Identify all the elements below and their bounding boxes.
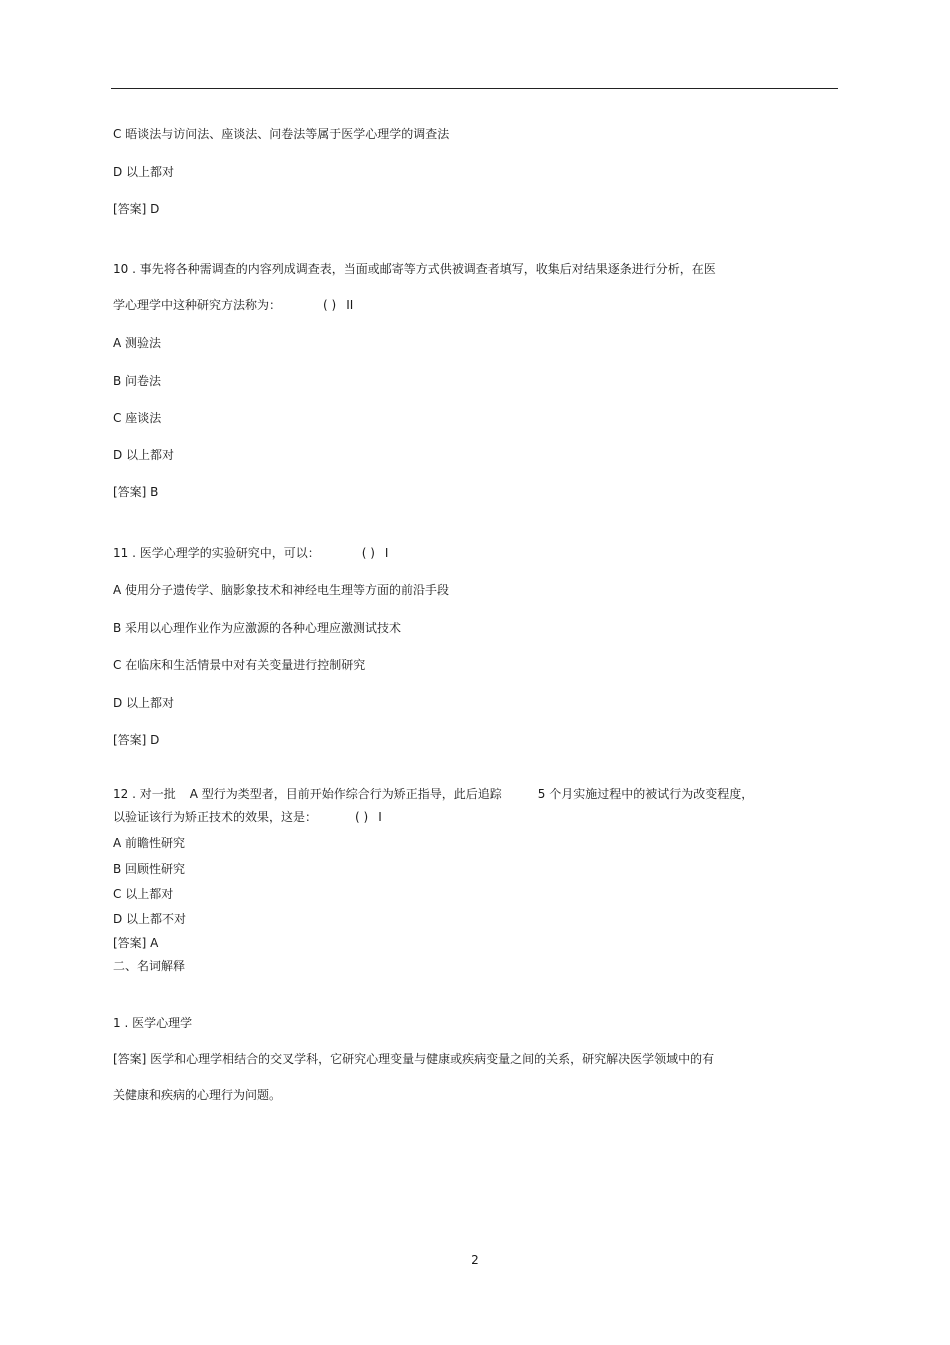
term1-answer-line1: [答案] 医学和心理学相结合的交叉学科，它研究心理变量与健康或疾病变量之间的关系，研究解决医学领域中的有 bbox=[113, 1052, 715, 1066]
q11-mark: I bbox=[384, 546, 389, 560]
page-number: 2 bbox=[471, 1253, 479, 1267]
q11-option-a: A 使用分子遗传学、脑影象技术和神经电生理等方面的前沿手段 bbox=[113, 583, 450, 597]
q11-stem-text: 11 . 医学心理学的实验研究中，可以： bbox=[113, 546, 320, 560]
q11-option-c: C 在临床和生活情景中对有关变量进行控制研究 bbox=[113, 658, 366, 672]
section2-heading: 二、名词解释 bbox=[113, 959, 186, 973]
q12-stem-text: 以验证该行为矫正技术的效果，这是： bbox=[113, 810, 318, 824]
q11-answer: [答案] D bbox=[113, 733, 160, 747]
q10-mark: II bbox=[346, 298, 354, 312]
q12-stem-line1 bbox=[113, 786, 753, 802]
q12-mark: I bbox=[378, 810, 382, 824]
q10-option-b: B 问卷法 bbox=[113, 374, 162, 388]
header-rule bbox=[111, 88, 838, 89]
term1-title: 1 . 医学心理学 bbox=[113, 1016, 193, 1030]
q10-option-c: C 座谈法 bbox=[113, 411, 162, 425]
q10-stem-text: 学心理学中这种研究方法称为： bbox=[113, 298, 282, 312]
q10-stem-line1: 10 . 事先将各种需调查的内容列成调查表，当面或邮寄等方式供被调查者填写，收集后对结果逐条进行分析，在医 bbox=[113, 262, 716, 276]
q9-option-c: C 晤谈法与访问法、座谈法、问卷法等属于医学心理学的调查法 bbox=[113, 127, 450, 141]
q12-stem-part1: 12 . 对一批 bbox=[113, 787, 176, 801]
q11-bracket: ( ) bbox=[361, 546, 375, 560]
q12-stem-part3: 5 个月实施过程中的被试行为改变程度， bbox=[537, 787, 754, 801]
q12-stem-line2 bbox=[113, 809, 382, 825]
q10-answer: [答案] B bbox=[113, 485, 159, 499]
q9-answer: [答案] D bbox=[113, 202, 160, 216]
q11-option-d: D 以上都对 bbox=[113, 696, 175, 710]
q12-option-b: B 回顾性研究 bbox=[113, 862, 186, 876]
q12-option-c: C 以上都对 bbox=[113, 887, 174, 901]
q12-bracket: ( ) bbox=[355, 810, 369, 824]
q10-option-a: A 测验法 bbox=[113, 336, 162, 350]
q10-stem-line2 bbox=[113, 297, 353, 313]
q10-option-d: D 以上都对 bbox=[113, 448, 175, 462]
q12-stem-part2: A 型行为类型者，目前开始作综合行为矫正指导，此后追踪 bbox=[189, 787, 502, 801]
q10-bracket: ( ) bbox=[323, 298, 337, 312]
q11-stem-line bbox=[113, 545, 388, 561]
q11-option-b: B 采用以心理作业作为应激源的各种心理应激测试技术 bbox=[113, 621, 402, 635]
q12-option-d: D 以上都不对 bbox=[113, 912, 187, 926]
term1-answer-line2: 关健康和疾病的心理行为问题。 bbox=[113, 1088, 282, 1102]
q9-option-d: D 以上都对 bbox=[113, 165, 175, 179]
q12-answer: [答案] A bbox=[113, 936, 159, 950]
q12-option-a: A 前瞻性研究 bbox=[113, 836, 186, 850]
